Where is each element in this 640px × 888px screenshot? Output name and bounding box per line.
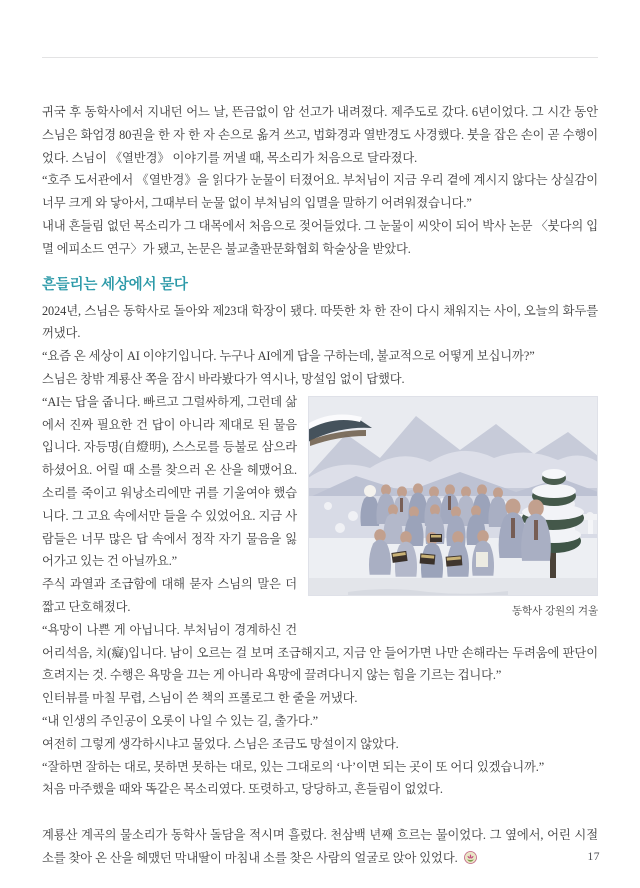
group-photo-illustration — [308, 396, 598, 596]
header-divider — [42, 57, 598, 58]
paragraph: 주식 과열과 조급함에 대해 묻자 스님의 말은 더 짧고 단호해졌다. — [42, 577, 297, 614]
paragraph: 처음 마주했을 때와 똑같은 목소리였다. 또렷하고, 당당하고, 흔들림이 없었다. — [42, 782, 443, 797]
section-heading: 흔들리는 세상에서 묻다 — [42, 276, 188, 293]
photo-figure — [308, 396, 598, 618]
paragraph: 인터뷰를 마칠 무렵, 스님이 쓴 책의 프롤로그 한 줄을 꺼냈다. — [42, 691, 358, 706]
lotus-seal-icon — [464, 849, 477, 872]
photo-caption: 동학사 강원의 겨울 — [512, 604, 598, 617]
paragraph: 내내 흔들림 없던 목소리가 그 대목에서 처음으로 젖어들었다. 그 눈물이 씨앗이 되어 박사 논문 〈붓다의 입멸 에피소드 연구〉가 됐고, 논문은 불교출판문화협회 학술상을 받았다. — [42, 218, 598, 256]
paragraph: 귀국 후 동학사에서 지내던 어느 날, 뜬금없이 암 선고가 내려졌다. 제주도로 갔다. 6년이었다. 그 시간 동안 스님은 화엄경 80권을 한 자 한 자 손으로 옮겨 쓰고, 법화경과 열반경도 사경했다. 붓을 잡은 손이 곧 수행이었다. 스님이 《열반경》 이야기를 꺼낼 때, 목소리가 처음으로 달라졌다. — [42, 105, 598, 165]
closing-text: 계룡산 계곡의 물소리가 동학사 돌담을 적시며 흘렀다. 천삼백 년째 흐르는 물이었다. 그 옆에서, 어린 시절 소를 찾아 온 산을 헤맸던 막내딸이 마침내 소를 찾은 사람의 얼굴로 앉아 있었다. — [42, 827, 598, 865]
paragraph: 스님은 창밖 계룡산 쪽을 잠시 바라봤다가 역시나, 망설임 없이 답했다. — [42, 371, 405, 386]
closing-paragraph — [42, 824, 598, 872]
article-blocks-before — [42, 101, 598, 391]
paragraph: “요즘 온 세상이 AI 이야기입니다. 누구나 AI에게 답을 구하는데, 불교적으로 어떻게 보십니까?” — [42, 349, 535, 364]
paragraph: “AI는 답을 줍니다. 빠르고 그럴싸하게, 그런데 삶에서 진짜 필요한 건 답이 아니라 제대로 된 물음입니다. 자등명(自燈明), 스스로를 등불로 삼으라 하셨어요. 어릴 때 소를 찾으러 온 산을 헤맸어요. 소리를 죽이고 워낭소리에만 귀를 기울여야 했습니다. 그 고요 속에서만 들을 수 있었어요. 지금 사람들은 너무 많은 답 속에서 정작 자기 물음을 잃어가고 있는 건 아닐까요.” — [42, 394, 297, 569]
paragraph: “내 인생의 주인공이 오롯이 나일 수 있는 길, 출가다.” — [42, 713, 319, 728]
paragraph: “욕망이 나쁜 게 아닙니다. 부처님이 경계하신 건 어리석음, 치(癡)입니다. 남이 오르는 걸 보며 조급해지고, 지금 안 들어가면 나만 손해라는 두려움에 판단이 흐려지는 것. 수행은 욕망을 끄는 게 아니라 욕망에 끌려다니지 않는 힘을 기르는 겁니다.” — [42, 622, 598, 683]
page-number: 17 — [587, 851, 600, 863]
paragraph: 여전히 그렇게 생각하시냐고 물었다. 스님은 조금도 망설이지 않았다. — [42, 736, 399, 751]
paragraph: “호주 도서관에서 《열반경》을 읽다가 눈물이 터졌어요. 부처님이 지금 우리 곁에 계시지 않다는 상실감이 너무 크게 와 닿아서, 그때부터 눈물 없이 부처님의 입멸을 말하기 어려워졌습니다.” — [42, 173, 598, 211]
paragraph: “잘하면 잘하는 대로, 못하면 못하는 대로, 있는 그대로의 ‘나’이면 되는 곳이 또 어디 있겠습니까.” — [42, 759, 545, 774]
paragraph: 2024년, 스님은 동학사로 돌아와 제23대 학장이 됐다. 따뜻한 차 한 잔이 다시 채워지는 사이, 오늘의 화두를 꺼냈다. — [42, 303, 598, 341]
article-body — [42, 101, 598, 872]
